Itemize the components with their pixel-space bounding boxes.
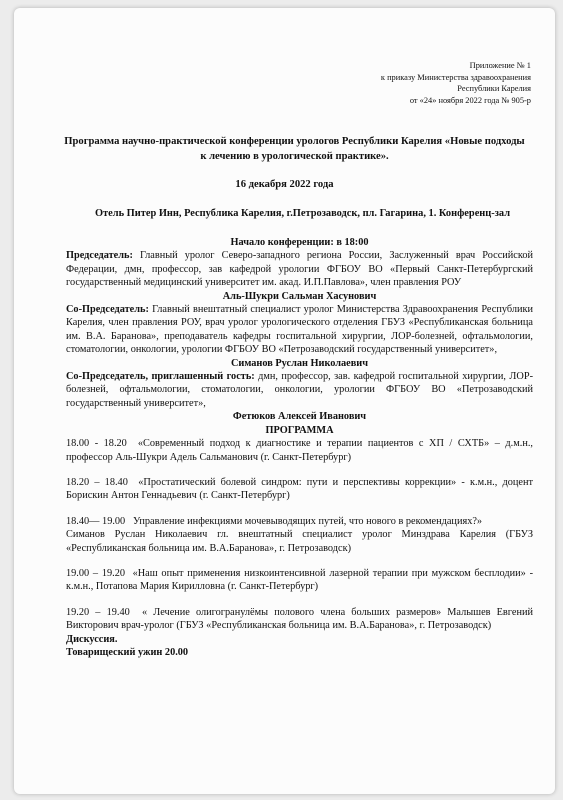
- program-item-text: «Простатический болевой синдром: пути и перспективы коррекции» - к.м.н., доцент Борискин Антон Геннадьевич (г. Санкт-Петербург): [66, 476, 533, 502]
- program-item-time: 18.00 - 18.20: [66, 438, 127, 450]
- program-item-text: «Современный подход к диагностике и терапии пациентов с ХП / СХТБ» – д.м.н., профессор Аль-Шукри Адель Сальманович (г. Санкт-Петербург): [66, 438, 533, 463]
- conference-date: 16 декабря 2022 года: [235, 179, 334, 190]
- document-title: Программа научно-практической конференции урологов Республики Карелия «Новые подходы к лечению в урологической практике».: [64, 136, 525, 162]
- program-item: [66, 567, 533, 594]
- guest-name: Фетюков Алексей Иванович: [232, 411, 367, 423]
- document-page: [14, 8, 555, 794]
- cochair-name: Симанов Руслан Николаевич: [230, 357, 369, 369]
- program-item-text: « Лечение олигогранулёмы полового члена больших размеров» Малышев Евгений Викторович врач-уролог (ГБУЗ «Республиканская больница им. В.А.Баранова», г. Петрозаводск): [66, 606, 533, 632]
- cochair-label: Со-Председатель:: [66, 304, 149, 316]
- guest-label: Со-Председатель, приглашенный гость:: [66, 371, 255, 383]
- annex-block: [381, 60, 531, 106]
- chair-text: Главный уролог Северо-западного региона России, Заслуженный врач Российской Федерации, дмн, профессор, зав кафедрой урологии ФГБОУ ВО «Первый Санкт-Петербургский государственный медицинский университет им. акад. И.П.Павлова», член правления РОУ: [66, 250, 533, 289]
- program-item-time: 18.20 – 18.40: [66, 476, 128, 488]
- program-item-speaker: Симанов Руслан Николаевич гл. внештатный специалист уролог Минздрава Карелия (ГБУЗ «Республиканская больница им. В.А.Баранова», г. Петрозаводск): [66, 529, 533, 554]
- program-item: [66, 437, 533, 464]
- cochair-paragraph: [66, 303, 533, 357]
- start-time: Начало конференции: в 18:00: [230, 237, 369, 248]
- program-item-text: Управление инфекциями мочевыводящих путей, что нового в рекомендациях?»: [132, 515, 483, 527]
- dinner: Товарищеский ужин 20.00: [66, 646, 189, 658]
- document-body: [66, 236, 533, 659]
- program-item: [66, 515, 533, 528]
- cochair-text: Главный внештатный специалист уролог Министерства Здравоохранения Республики Карелия, член правления РОУ, врач уролог урологического отделения ГБУЗ «Республиканская больница им. В.А. Баранова», преподаватель кафедры госпитальной хирургии, ЛОР-болезней, офтальмологии, стоматологии, онкологии, урологии ФГБОУ ВО «Петрозаводский государственный университет»,: [66, 304, 533, 356]
- program-item-time: 18.40— 19.00: [66, 515, 126, 527]
- annex-line-4: от «24» ноября 2022 года № 905-р: [409, 95, 531, 105]
- chair-paragraph: [66, 249, 533, 289]
- program-item-time: 19.20 – 19.40: [66, 606, 130, 618]
- chair-label: Председатель:: [66, 250, 133, 262]
- discussion: Дискуссия.: [66, 633, 118, 645]
- program-item: [66, 476, 533, 503]
- chair-name: Аль-Шукри Сальман Хасунович: [222, 290, 377, 302]
- conference-venue: Отель Питер Инн, Республика Карелия, г.Петрозаводск, пл. Гагарина, 1. Конференц-зал: [94, 208, 511, 219]
- program-item-time: 19.00 – 19.20: [66, 567, 126, 579]
- guest-paragraph: [66, 370, 533, 410]
- program-item: [66, 606, 533, 633]
- program-item-text: «Наш опыт применения низкоинтенсивной лазерной терапии при мужском бесплодии» - к.м.н., Потапова Мария Кирилловна (г. Санкт-Петербург): [66, 567, 534, 593]
- program-heading: ПРОГРАММА: [265, 424, 334, 436]
- annex-line-2: к приказу Министерства здравоохранения: [380, 72, 531, 82]
- annex-line-3: Республики Карелия: [457, 84, 531, 93]
- guest-text: дмн, профессор, зав. кафедрой госпитальной хирургии, ЛОР-болезней, офтальмологии, стоматологии, онкологии, урологии ФГБОУ ВО «Петрозаводский государственный университет»,: [66, 371, 533, 409]
- annex-line-1: Приложение № 1: [469, 61, 531, 70]
